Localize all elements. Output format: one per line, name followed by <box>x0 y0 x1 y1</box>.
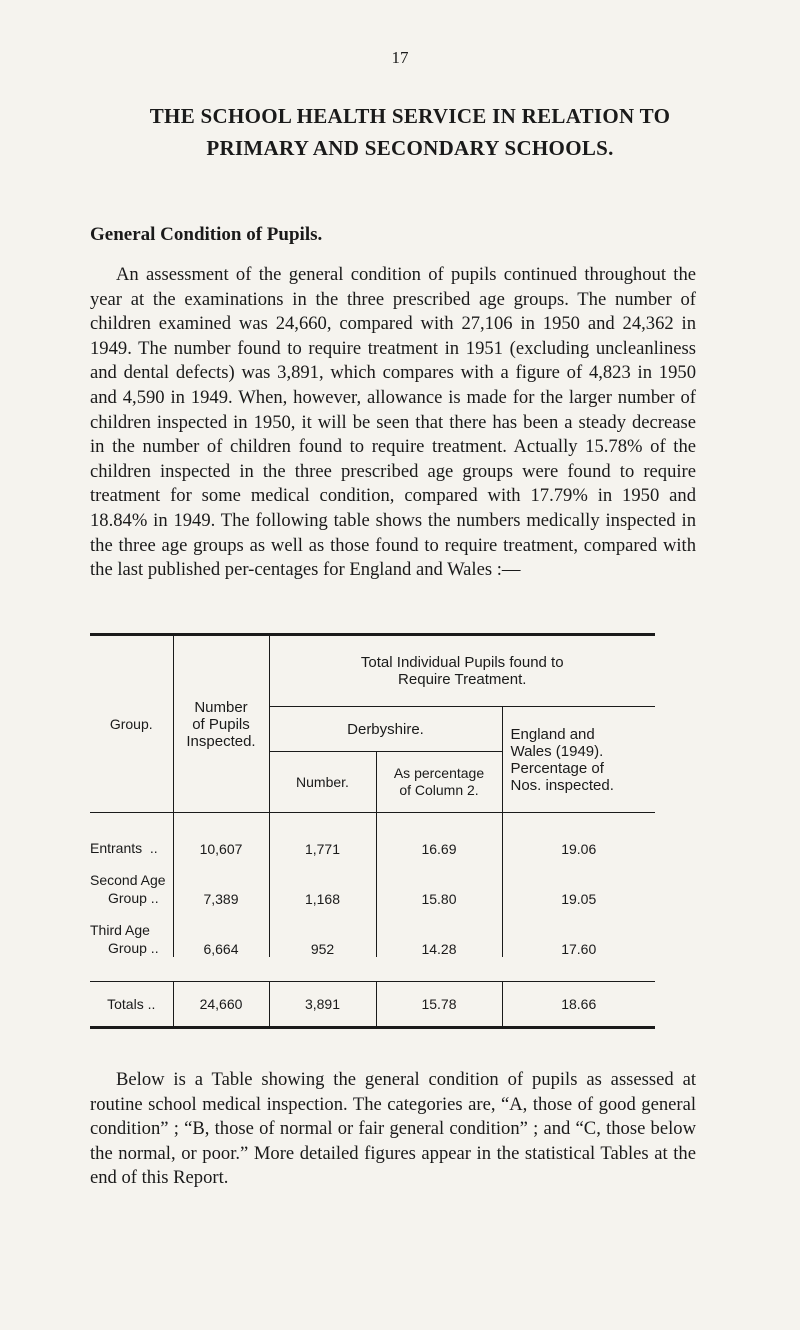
header-number: Number. <box>269 752 376 813</box>
intro-paragraph: An assessment of the general condition of pupils continued throughout the year at the examinations in the three prescribed age groups. The number of children examined was 24,660, compared with 27,106 in 1950 and 24,362 in 1949. The number found to require treatment in 1951 (excluding uncleanliness and dental defects) was 3,891, which compares with a figure of 4,823 in 1950 and 4,590 in 1949. When, however, allowance is made for the larger number of children inspected in 1950, it will be seen that there has been a steady decrease in the number of children found to require treatment. Actually 15.78% of the children inspected in the three prescribed age groups were found to require treatment for some medical condition, compared with 17.79% in 1950 and 18.84% in 1949. The following table shows the numbers medically inspected in the three age groups as well as those found to require treatment, compared with the last published per-centages for England and Wales :— <box>90 264 696 581</box>
row-inspected: 7,389 <box>173 857 269 907</box>
row-england: 19.06 <box>502 813 655 858</box>
row-number: 952 <box>269 907 376 957</box>
row-england: 19.05 <box>502 857 655 907</box>
row-percent: 14.28 <box>376 907 502 957</box>
header-number-inspected: Number of Pupils Inspected. <box>173 636 269 813</box>
row-england: 17.60 <box>502 907 655 957</box>
totals-percent: 15.78 <box>376 982 502 1027</box>
totals-label: Totals .. <box>90 982 173 1027</box>
closing-paragraph: Below is a Table showing the general condition of pupils as assessed at routine school medical inspection. The categories are, “A, those of good general condition” ; “B, those of normal or fair general condition” ; and “C, those below the normal, or poor.” More detailed figures appear in the statistical Tables at the end of this Report. <box>90 1069 696 1189</box>
row-number: 1,771 <box>269 813 376 858</box>
row-number: 1,168 <box>269 857 376 907</box>
totals-number: 3,891 <box>269 982 376 1027</box>
totals-england: 18.66 <box>502 982 655 1027</box>
row-group: Third Age Group .. <box>90 922 159 956</box>
header-percentage: As percentage of Column 2. <box>376 752 502 813</box>
table-row <box>90 857 655 907</box>
title-line-1: THE SCHOOL HEALTH SERVICE IN RELATION TO <box>149 104 671 128</box>
header-derbyshire: Derbyshire. <box>269 707 502 752</box>
header-england-wales: England and Wales (1949). Percentage of Nos. inspected. <box>502 707 655 813</box>
row-percent: 16.69 <box>376 813 502 858</box>
page-number: 17 <box>391 48 409 67</box>
table-row <box>90 907 655 957</box>
header-total-required: Total Individual Pupils found to Require Treatment. <box>269 636 655 707</box>
header-group: Group. <box>90 636 173 813</box>
row-group: Second Age Group .. <box>90 872 166 906</box>
totals-row <box>90 982 655 1027</box>
row-percent: 15.80 <box>376 857 502 907</box>
table-row <box>90 813 655 858</box>
page-title <box>60 100 760 164</box>
row-inspected: 10,607 <box>173 813 269 858</box>
inspection-table <box>90 633 655 1029</box>
row-inspected: 6,664 <box>173 907 269 957</box>
title-line-2: PRIMARY AND SECONDARY SCHOOLS. <box>206 136 614 160</box>
section-heading: General Condition of Pupils. <box>90 224 323 245</box>
totals-inspected: 24,660 <box>173 982 269 1027</box>
table-bottom-rule <box>90 1026 655 1029</box>
row-group: Entrants .. <box>90 840 158 856</box>
